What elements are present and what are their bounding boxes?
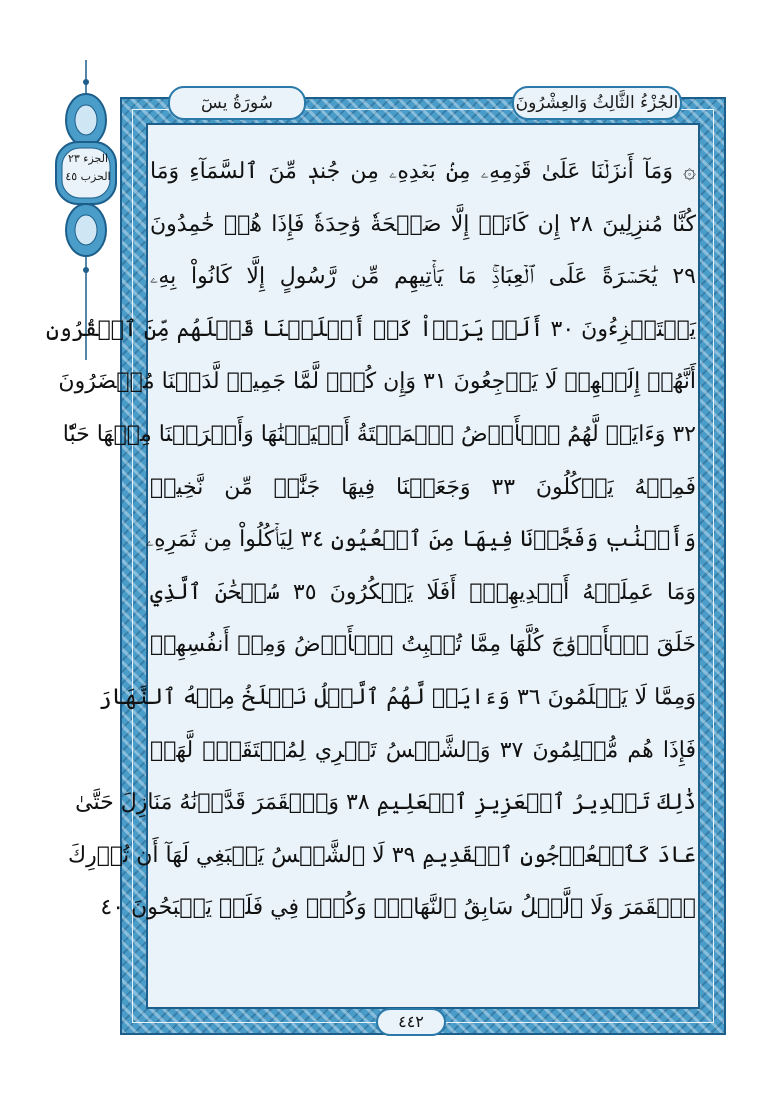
surah-name-header (168, 86, 306, 120)
verse-line: خَلَقَ ٱلۡأَزۡوَٰجَ كُلَّهَا مِمَّا تُنۢبِتُ ٱلۡأَرۡضُ وَمِنۡ أَنفُسِهِمۡ (150, 632, 696, 658)
verse-line: فَمِنۡهُ يَأۡكُلُونَ ٣٣ وَجَعَلۡنَا فِيهَا جَنَّٰتٖ مِّن نَّخِيلٖ (150, 474, 696, 500)
page-number: ٤٤٢ (376, 1008, 446, 1036)
juz-name: الجُزْءُ الثَّالِثُ وَالعِشْرُونَ (515, 93, 679, 113)
top-medallion-icon (66, 94, 106, 146)
verse-line: ذَٰلِكَ تَقۡدِيرُ ٱلۡعَزِيزِ ٱلۡعَلِيمِ ٣٨ وَٱلۡقَمَرَ قَدَّرۡنَٰهُ مَنَازِلَ حَتَّىٰ (75, 790, 696, 816)
verse-line: ٢٩ يَٰحَسۡرَةً عَلَى ٱلۡعِبَادِۚ مَا يَأۡتِيهِم مِّن رَّسُولٍ إِلَّا كَانُواْ بِهِۦ (150, 264, 696, 290)
verse-line: كُنَّا مُنزِلِينَ ٢٨ إِن كَانَتۡ إِلَّا صَيۡحَةٗ وَٰحِدَةٗ فَإِذَا هُمۡ خَٰمِدُونَ (150, 211, 696, 237)
verse-line: عَادَ كَٱلۡعُرۡجُونِ ٱلۡقَدِيمِ ٣٩ لَا ٱلشَّمۡسُ يَنۢبَغِي لَهَآ أَن تُدۡرِكَ (67, 842, 696, 868)
juz-hizb-label (60, 150, 116, 186)
verse-line: ٣٢ وَءَايَةٞ لَّهُمُ ٱلۡأَرۡضُ ٱلۡمَيۡتَةُ أَحۡيَيۡنَٰهَا وَأَخۡرَجۡنَا مِنۡهَا حَبّٗا (62, 421, 696, 447)
bottom-medallion-icon (66, 204, 106, 256)
verse-line: وَمِمَّا لَا يَعۡلَمُونَ ٣٦ وَءَايَةٞ لَّهُمُ ٱلَّيۡلُ نَسۡلَخُ مِنۡهُ ٱلنَّهَارَ (98, 684, 696, 710)
verse-line: فَإِذَا هُم مُّظۡلِمُونَ ٣٧ وَٱلشَّمۡسُ تَجۡرِي لِمُسۡتَقَرّٖ لَّهَاۚ (150, 737, 696, 763)
verse-line: وَمَا عَمِلَتۡهُ أَيۡدِيهِمۡۚ أَفَلَا يَشۡكُرُونَ ٣٥ سُبۡحَٰنَ ٱلَّذِي (150, 579, 696, 605)
verse-line: وَأَعۡنَٰبٖ وَفَجَّرۡنَا فِيهَا مِنَ ٱلۡعُيُونِ ٣٤ لِيَأۡكُلُواْ مِن ثَمَرِهِۦ (145, 527, 696, 553)
verse-line: ۞ وَمَآ أَنزَلۡنَا عَلَىٰ قَوۡمِهِۦ مِنۢ بَعۡدِهِۦ مِن جُندٖ مِّنَ ٱلسَّمَآءِ وَمَا (150, 159, 696, 184)
verse-line: يَسۡتَهۡزِءُونَ ٣٠ أَلَمۡ يَرَوۡاْ كَمۡ أَهۡلَكۡنَا قَبۡلَهُم مِّنَ ٱلۡقُرُونِ (46, 316, 696, 342)
verse-line: ٱلۡقَمَرَ وَلَا ٱلَّيۡلُ سَابِقُ ٱلنَّهَارِۚ وَكُلّٞ فِي فَلَكٖ يَسۡبَحُونَ ٤٠ (100, 895, 696, 921)
verse-line: أَنَّهُمۡ إِلَيۡهِمۡ لَا يَرۡجِعُونَ ٣١ وَإِن كُلّٞ لَّمَّا جَمِيعٞ لَّدَيۡنَا مُحۡضَرُونَ (58, 369, 696, 395)
juz-name-header (512, 86, 682, 120)
surah-name: سُورَةُ يسٓ (201, 93, 273, 113)
juz-number: الجزء ٢٣ (67, 152, 109, 165)
hizb-number: الحزب ٤٥ (65, 170, 111, 183)
